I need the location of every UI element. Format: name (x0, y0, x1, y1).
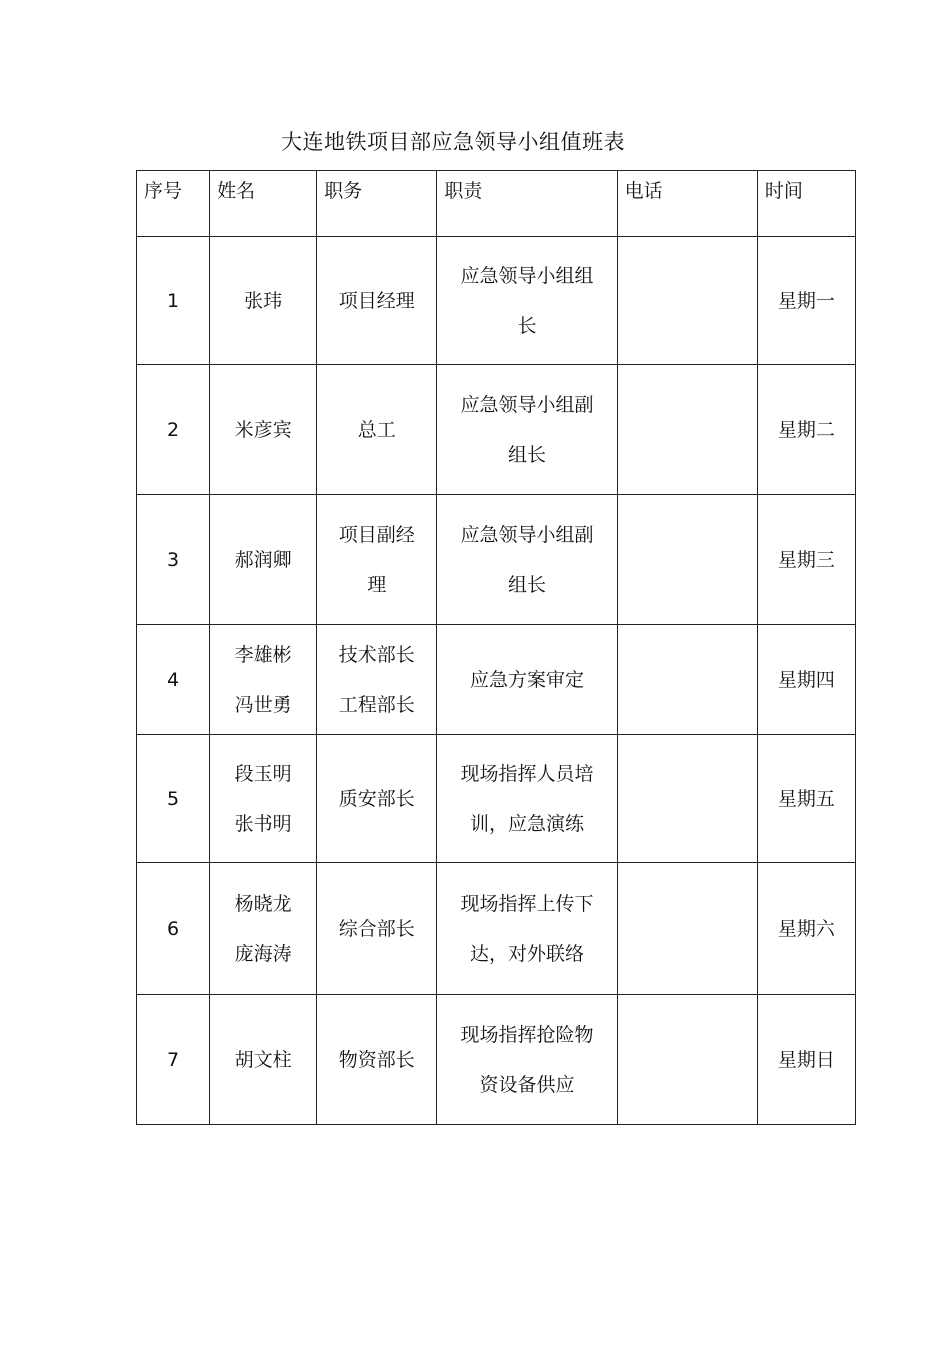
cell-responsibility-line: 长 (517, 314, 537, 337)
header-position: 职务 (317, 171, 437, 237)
cell-responsibility-line: 训，应急演练 (470, 812, 585, 835)
cell-name (210, 995, 317, 1125)
cell-phone (617, 625, 757, 735)
cell-phone (617, 365, 757, 495)
cell-name-line: 段玉明 (234, 762, 292, 785)
cell-name-line: 郝润卿 (234, 548, 292, 571)
cell-position (317, 237, 437, 365)
cell-responsibility (437, 995, 617, 1125)
cell-responsibility (437, 625, 617, 735)
cell-responsibility-line: 现场指挥上传下 (460, 892, 594, 915)
cell-duty-day: 星期二 (757, 365, 855, 495)
cell-serial-number: 5 (137, 735, 210, 863)
table-row (137, 495, 856, 625)
cell-responsibility (437, 495, 617, 625)
cell-serial-number: 2 (137, 365, 210, 495)
cell-serial-number: 6 (137, 863, 210, 995)
cell-responsibility-line: 应急领导小组副 (460, 523, 594, 546)
cell-position-line: 项目经理 (338, 289, 415, 312)
cell-serial-number: 7 (137, 995, 210, 1125)
table-row (137, 365, 856, 495)
header-serial-number: 序号 (137, 171, 210, 237)
cell-serial-number: 1 (137, 237, 210, 365)
cell-name-line: 米彦宾 (234, 418, 292, 441)
cell-name-line: 庞海涛 (234, 942, 292, 965)
cell-responsibility-line: 应急方案审定 (470, 668, 585, 691)
cell-duty-day: 星期日 (757, 995, 855, 1125)
cell-responsibility-line: 现场指挥抢险物 (460, 1023, 594, 1046)
duty-roster-table (136, 170, 856, 1125)
cell-position-line: 物资部长 (338, 1048, 415, 1071)
table-row (137, 995, 856, 1125)
cell-position-line: 质安部长 (338, 787, 415, 810)
cell-name-line: 杨晓龙 (234, 892, 292, 915)
table-row (137, 237, 856, 365)
cell-responsibility-line: 组长 (508, 573, 547, 596)
cell-name-line: 冯世勇 (234, 693, 292, 716)
header-responsibility: 职责 (437, 171, 617, 237)
cell-phone (617, 495, 757, 625)
cell-name-line: 胡文柱 (234, 1048, 292, 1071)
cell-phone (617, 995, 757, 1125)
cell-phone (617, 237, 757, 365)
cell-serial-number: 4 (137, 625, 210, 735)
cell-duty-day: 星期一 (757, 237, 855, 365)
cell-responsibility-line: 应急领导小组副 (460, 393, 594, 416)
cell-position (317, 735, 437, 863)
cell-responsibility (437, 863, 617, 995)
cell-phone (617, 735, 757, 863)
cell-name (210, 237, 317, 365)
cell-responsibility-line: 达，对外联络 (470, 942, 585, 965)
cell-responsibility-line: 现场指挥人员培 (460, 762, 594, 785)
cell-name (210, 365, 317, 495)
cell-position-line: 工程部长 (338, 693, 415, 716)
cell-name-line: 张玮 (244, 289, 283, 312)
table-row (137, 863, 856, 995)
cell-position-line: 综合部长 (338, 917, 415, 940)
table-header-row (137, 171, 856, 237)
cell-position (317, 995, 437, 1125)
cell-name (210, 495, 317, 625)
table-row (137, 625, 856, 735)
cell-name (210, 735, 317, 863)
table-row (137, 735, 856, 863)
document-title: 大连地铁项目部应急领导小组值班表 (281, 130, 625, 154)
header-phone: 电话 (617, 171, 757, 237)
cell-position (317, 495, 437, 625)
cell-duty-day: 星期四 (757, 625, 855, 735)
cell-position-line: 总工 (357, 418, 396, 441)
cell-phone (617, 863, 757, 995)
cell-responsibility (437, 365, 617, 495)
cell-position-line: 理 (367, 573, 387, 596)
cell-duty-day: 星期三 (757, 495, 855, 625)
cell-duty-day: 星期六 (757, 863, 855, 995)
cell-responsibility-line: 资设备供应 (479, 1073, 575, 1096)
table-body (137, 237, 856, 1125)
cell-position-line: 技术部长 (338, 643, 415, 666)
cell-name-line: 张书明 (234, 812, 292, 835)
cell-name (210, 863, 317, 995)
cell-responsibility (437, 735, 617, 863)
cell-responsibility-line: 组长 (508, 443, 547, 466)
cell-position-line: 项目副经 (338, 523, 415, 546)
cell-name (210, 625, 317, 735)
cell-responsibility-line: 应急领导小组组 (460, 264, 594, 287)
cell-position (317, 863, 437, 995)
cell-duty-day: 星期五 (757, 735, 855, 863)
cell-position (317, 625, 437, 735)
cell-position (317, 365, 437, 495)
header-name: 姓名 (210, 171, 317, 237)
header-duty-day: 时间 (757, 171, 855, 237)
cell-responsibility (437, 237, 617, 365)
cell-name-line: 李雄彬 (234, 643, 292, 666)
cell-serial-number: 3 (137, 495, 210, 625)
